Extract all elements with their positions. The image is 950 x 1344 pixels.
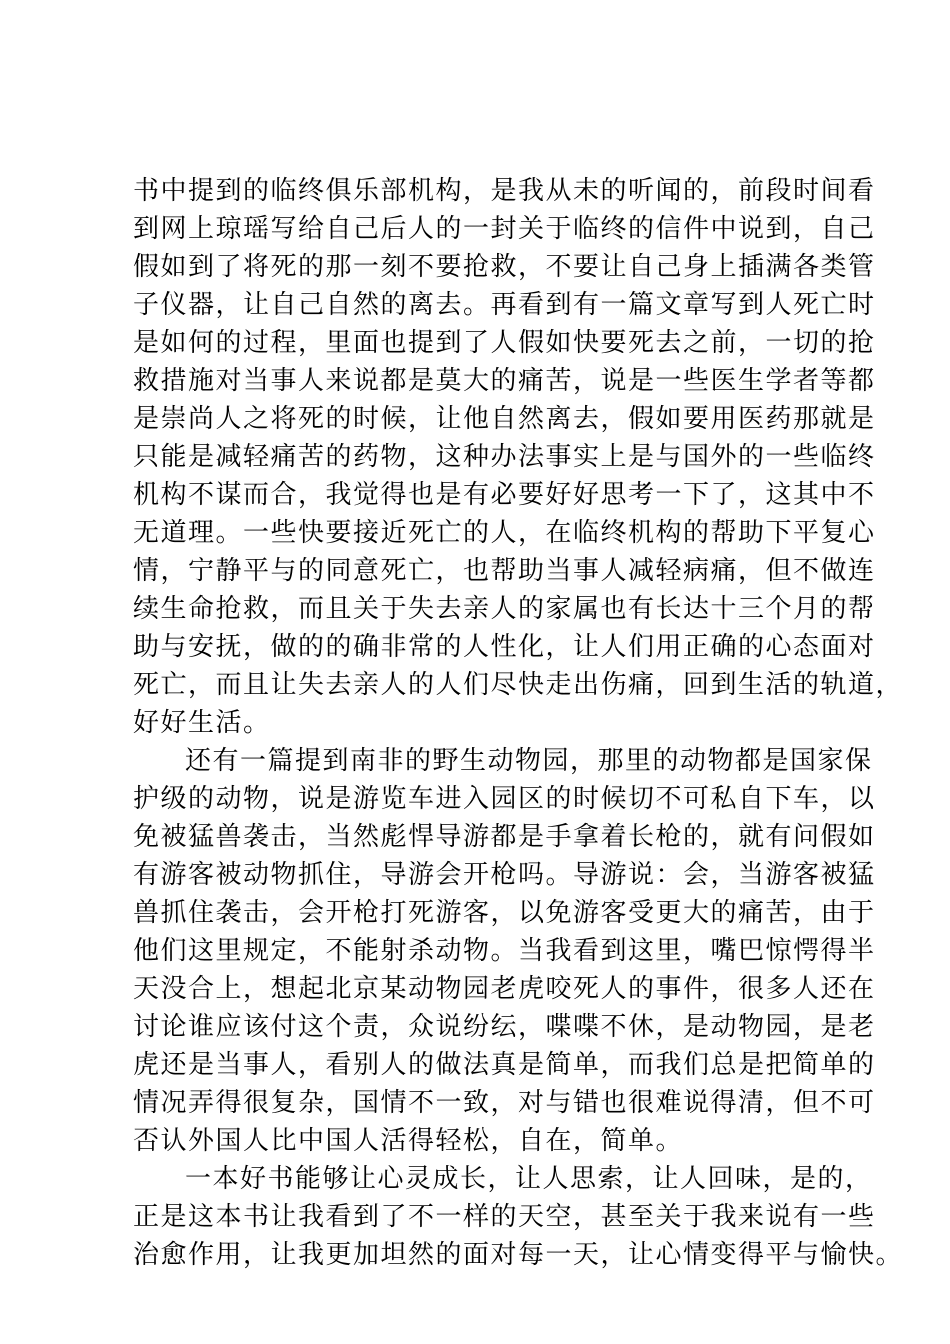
paragraph-1-line: 子仪器，让自己自然的离去。再看到有一篇文章写到人死亡时 [133,290,876,320]
paragraph-1-line: 救措施对当事人来说都是莫大的痛苦，说是一些医生学者等都 [133,366,876,396]
paragraph-1-line: 书中提到的临终俱乐部机构，是我从未的听闻的，前段时间看 [133,176,876,206]
paragraph-1-line: 机构不谋而合，我觉得也是有必要好好思考一下了，这其中不 [133,480,876,510]
paragraph-2-line: 免被猛兽袭击，当然彪悍导游都是手拿着长枪的，就有问假如 [133,822,876,852]
paragraph-1-line: 假如到了将死的那一刻不要抢救，不要让自己身上插满各类管 [133,252,876,282]
paragraph-1-line: 到网上琼瑶写给自己后人的一封关于临终的信件中说到，自己 [133,214,876,244]
paragraph-2-line: 否认外国人比中国人活得轻松，自在，简单。 [133,1126,684,1156]
paragraph-1-line: 好好生活。 [133,708,271,738]
paragraph-1-line: 续生命抢救，而且关于失去亲人的家属也有长达十三个月的帮 [133,594,876,624]
paragraph-1-line: 只能是减轻痛苦的药物，这种办法事实上是与国外的一些临终 [133,442,876,472]
body-text [133,172,904,1274]
paragraph-1-line: 是崇尚人之将死的时候，让他自然离去，假如要用医药那就是 [133,404,876,434]
paragraph-3-line: 正是这本书让我看到了不一样的天空，甚至关于我来说有一些 [133,1202,876,1232]
paragraph-2-line: 虎还是当事人，看别人的做法真是简单，而我们总是把简单的 [133,1050,876,1080]
paragraph-1-line: 无道理。一些快要接近死亡的人，在临终机构的帮助下平复心 [133,518,876,548]
paragraph-2-line: 情况弄得很复杂，国情不一致，对与错也很难说得清，但不可 [133,1088,876,1118]
paragraph-2-line: 讨论谁应该付这个责，众说纷纭，喋喋不休，是动物园，是老 [133,1012,876,1042]
paragraph-2-line: 护级的动物，说是游览车进入园区的时候切不可私自下车，以 [133,784,876,814]
paragraph-2-line: 还有一篇提到南非的野生动物园，那里的动物都是国家保 [185,746,873,776]
paragraph-2-line: 兽抓住袭击，会开枪打死游客，以免游客受更大的痛苦，由于 [133,898,876,928]
paragraph-3-line: 治愈作用，让我更加坦然的面对每一天，让心情变得平与愉快。 [133,1240,904,1270]
paragraph-3-line: 一本好书能够让心灵成长，让人思索，让人回味，是的， [185,1164,873,1194]
paragraph-1-line: 死亡，而且让失去亲人的人们尽快走出伤痛，回到生活的轨道， [133,670,904,700]
paragraph-1-line: 是如何的过程，里面也提到了人假如快要死去之前，一切的抢 [133,328,876,358]
paragraph-2-line: 他们这里规定，不能射杀动物。当我看到这里，嘴巴惊愕得半 [133,936,876,966]
paragraph-1-line: 情，宁静平与的同意死亡，也帮助当事人减轻病痛，但不做连 [133,556,876,586]
paragraph-2-line: 天没合上，想起北京某动物园老虎咬死人的事件，很多人还在 [133,974,876,1004]
paragraph-2-line: 有游客被动物抓住，导游会开枪吗。导游说：会，当游客被猛 [133,860,876,890]
paragraph-1-line: 助与安抚，做的的确非常的人性化，让人们用正确的心态面对 [133,632,876,662]
